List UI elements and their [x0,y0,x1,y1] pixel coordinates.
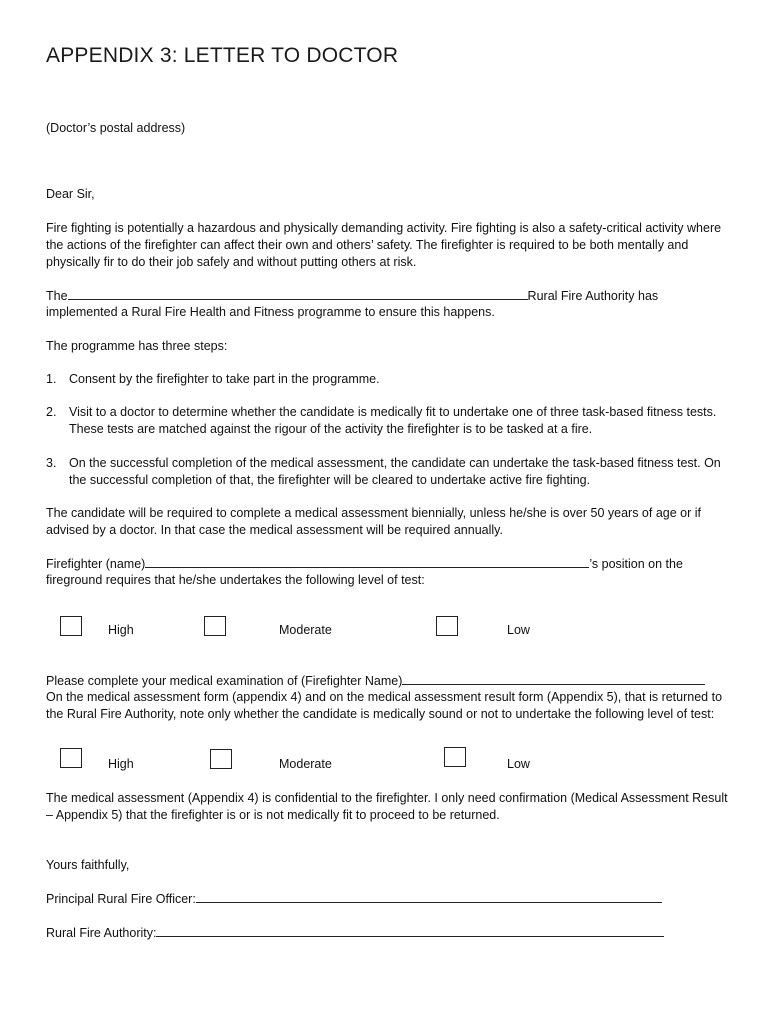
authority-continuation: implemented a Rural Fire Health and Fitness programme to ensure this happens. [46,305,495,319]
officer-signature-line [46,890,662,908]
step-number: 1. [46,372,57,386]
salutation: Dear Sir, [46,187,95,201]
moderate-checkbox[interactable] [204,616,226,636]
firefighter-name-blank[interactable] [145,555,589,568]
moderate-checkbox[interactable] [210,749,232,769]
confidential-paragraph: The medical assessment (Appendix 4) is confidential to the firefighter. I only need confirmation (Medical Assessment Result – Appendix 5) that the firefighter is or is not medically fit to proceed to be returned. [46,791,728,822]
moderate-label: Moderate [279,757,332,771]
closing: Yours faithfully, [46,858,130,872]
step-number: 2. [46,405,57,419]
doctor-address-placeholder: (Doctor’s postal address) [46,121,186,135]
rural-fire-authority-label: Rural Fire Authority: [46,926,157,940]
authority-signature-line [46,924,664,942]
step-text: Consent by the firefighter to take part in the programme. [69,372,380,386]
low-checkbox[interactable] [436,616,458,636]
low-label: Low [507,757,530,771]
moderate-label: Moderate [279,623,332,637]
biennial-paragraph: The candidate will be required to complete a medical assessment biennially, unless he/she is over 50 years of age or if advised by a doctor. In that case the medical assessment will be required annually. [46,506,701,537]
authority-prefix: The [46,289,68,303]
step-text: Visit to a doctor to determine whether the candidate is medically fit to undertake one of three task-based fitness tests. These tests are matched against the rigour of the activity the firefighter is to be tasked at a fire. [69,405,717,436]
rural-fire-authority-blank[interactable] [156,924,664,937]
step-number: 3. [46,456,57,470]
authority-line [46,287,658,305]
high-checkbox[interactable] [60,748,82,768]
steps-intro: The programme has three steps: [46,339,228,353]
low-label: Low [507,623,530,637]
exam-prefix: Please complete your medical examination of (Firefighter Name) [46,674,403,688]
authority-name-blank[interactable] [68,287,528,300]
firefighter-suffix: ’s position on the [589,557,683,571]
authority-suffix: Rural Fire Authority has [527,289,659,303]
officer-name-blank[interactable] [196,890,662,903]
officer-label: Principal Rural Fire Officer: [46,892,196,906]
page-title: APPENDIX 3: LETTER TO DOCTOR [46,44,399,67]
exam-line [46,672,705,690]
exam-paragraph: On the medical assessment form (appendix 4) and on the medical assessment result form (Appendix 5), that is returned to the Rural Fire Authority, note only whether the candidate is medically sound or not to undertake the following level of test: [46,690,723,721]
list-item [46,455,736,489]
intro-paragraph: Fire fighting is potentially a hazardous and physically demanding activity. Fire fighting is also a safety-critical activity where the actions of the firefighter can affect their own and others’ safety. The firefighter is required to be both mentally and physically fir to do their job safely and without putting others at risk. [46,221,722,269]
list-item [46,371,736,388]
low-checkbox[interactable] [444,747,466,767]
list-item [46,404,736,438]
high-checkbox[interactable] [60,616,82,636]
firefighter-prefix: Firefighter (name) [46,557,146,571]
step-text: On the successful completion of the medical assessment, the candidate can undertake the task-based fitness test. On the successful completion of that, the firefighter will be cleared to undertake active fire fighting. [69,456,721,487]
firefighter-continuation: fireground requires that he/she undertakes the following level of test: [46,573,425,587]
high-label: High [108,623,134,637]
firefighter-line [46,555,683,573]
exam-name-blank[interactable] [402,672,705,685]
high-label: High [108,757,134,771]
